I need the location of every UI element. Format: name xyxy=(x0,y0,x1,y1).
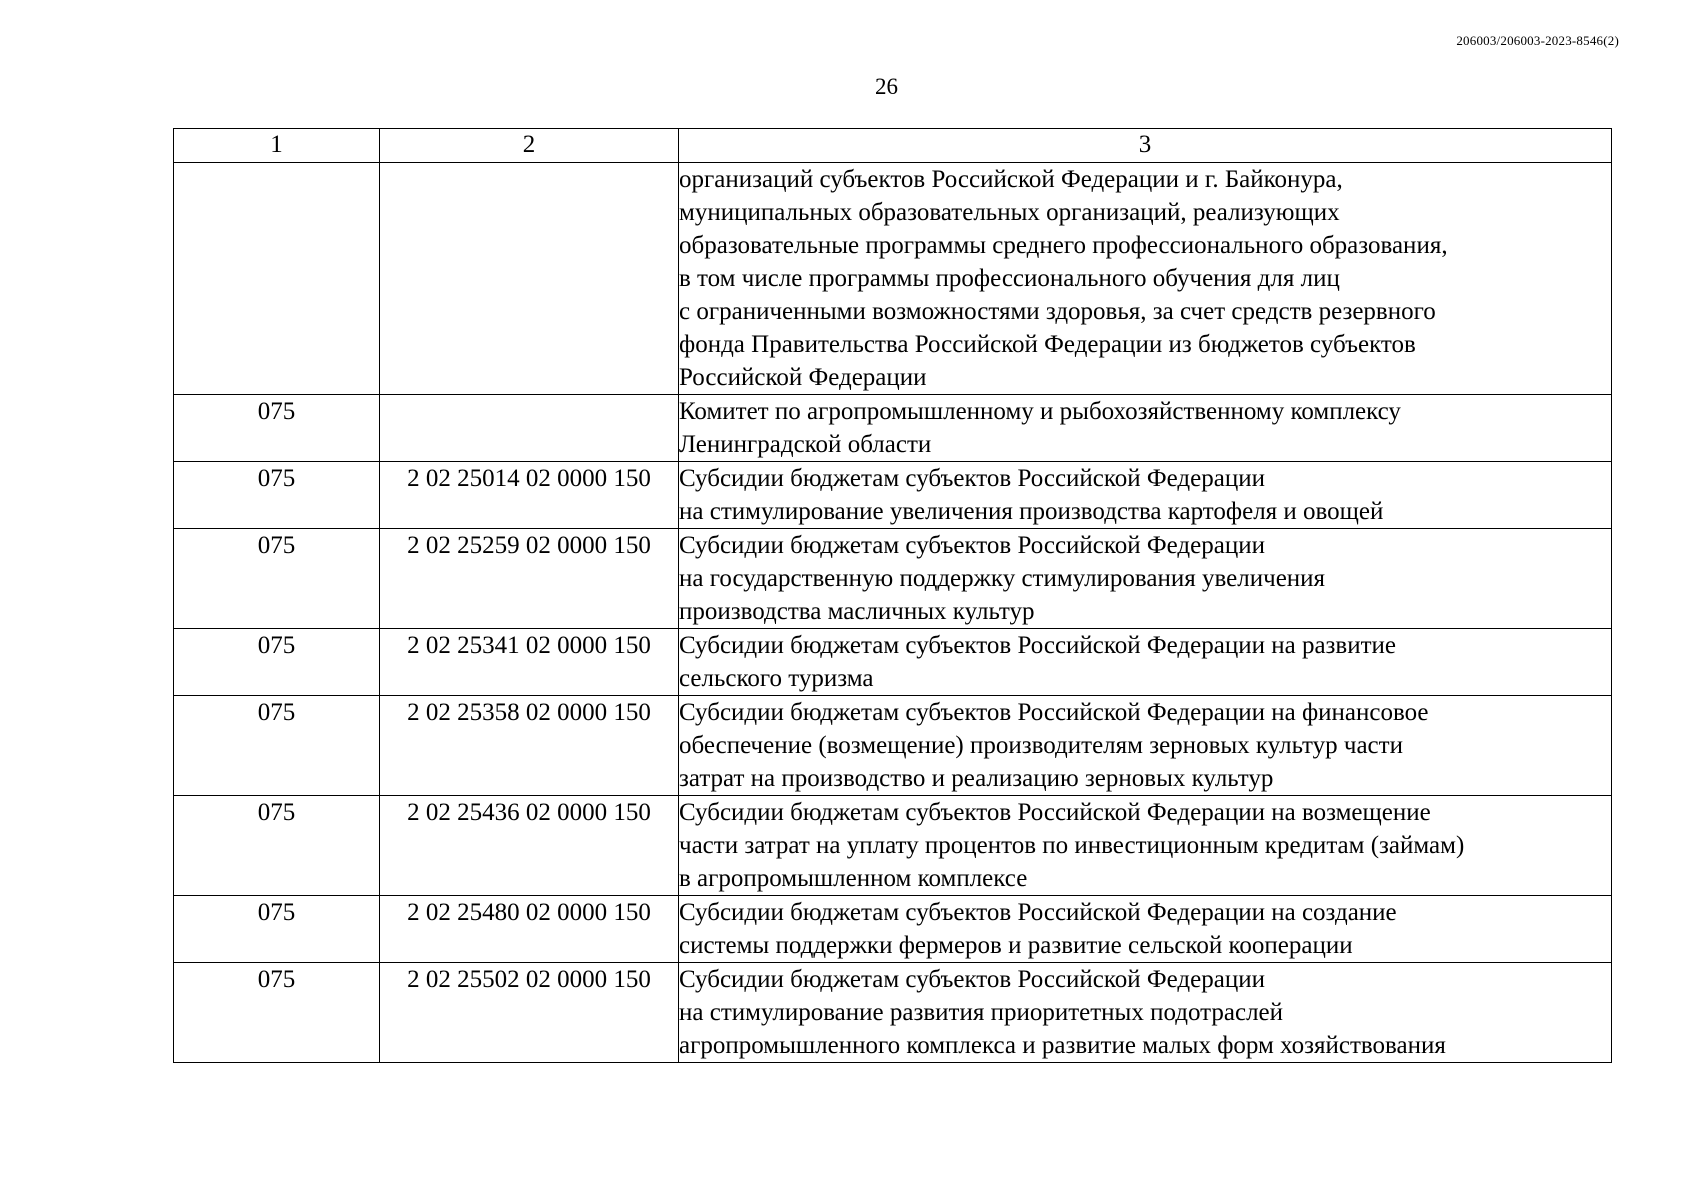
description-line: Российской Федерации xyxy=(679,364,927,391)
description-cell xyxy=(679,629,1612,696)
description-cell xyxy=(679,696,1612,796)
admin-code-cell: 075 xyxy=(174,963,380,1063)
description-line: в агропромышленном комплексе xyxy=(679,865,1028,892)
description-cell xyxy=(679,896,1612,963)
table-row xyxy=(174,529,1612,629)
table-row xyxy=(174,696,1612,796)
description-line: Субсидии бюджетам субъектов Российской Федерации xyxy=(679,465,1265,492)
budget-code-cell xyxy=(380,395,679,462)
description-line: агропромышленного комплекса и развитие малых форм хозяйствования xyxy=(679,1032,1446,1059)
description-cell xyxy=(679,963,1612,1063)
budget-code-cell: 2 02 25259 02 0000 150 xyxy=(380,529,679,629)
budget-code-cell: 2 02 25358 02 0000 150 xyxy=(380,696,679,796)
table-body xyxy=(174,163,1612,1063)
description-line: организаций субъектов Российской Федерации и г. Байконура, xyxy=(679,166,1343,193)
description-line: на государственную поддержку стимулирования увеличения xyxy=(679,565,1326,592)
description-line: Субсидии бюджетам субъектов Российской Федерации xyxy=(679,966,1265,993)
description-cell xyxy=(679,796,1612,896)
budget-code-cell: 2 02 25480 02 0000 150 xyxy=(380,896,679,963)
table-row xyxy=(174,163,1612,395)
description-line: в том числе программы профессионального обучения для лиц xyxy=(679,265,1340,292)
header-col-2: 2 xyxy=(380,129,679,163)
description-line: образовательные программы среднего профессионального образования, xyxy=(679,232,1448,259)
description-line: Субсидии бюджетам субъектов Российской Федерации на возмещение xyxy=(679,799,1431,826)
description-line: обеспечение (возмещение) производителям зерновых культур части xyxy=(679,732,1403,759)
table-row xyxy=(174,462,1612,529)
description-line: фонда Правительства Российской Федерации из бюджетов субъектов xyxy=(679,331,1416,358)
admin-code-cell xyxy=(174,163,380,395)
description-line: Субсидии бюджетам субъектов Российской Федерации на финансовое xyxy=(679,699,1429,726)
admin-code-cell: 075 xyxy=(174,696,380,796)
description-line: Субсидии бюджетам субъектов Российской Федерации xyxy=(679,532,1265,559)
table-row xyxy=(174,796,1612,896)
description-line: затрат на производство и реализацию зерновых культур xyxy=(679,765,1274,792)
description-line: сельского туризма xyxy=(679,665,874,692)
description-line: с ограниченными возможностями здоровья, за счет средств резервного xyxy=(679,298,1436,325)
description-line: части затрат на уплату процентов по инвестиционным кредитам (займам) xyxy=(679,832,1465,859)
description-cell xyxy=(679,462,1612,529)
admin-code-cell: 075 xyxy=(174,629,380,696)
description-cell xyxy=(679,163,1612,395)
description-line: Субсидии бюджетам субъектов Российской Федерации на создание xyxy=(679,899,1397,926)
description-line: муниципальных образовательных организаций, реализующих xyxy=(679,199,1340,226)
budget-code-cell: 2 02 25014 02 0000 150 xyxy=(380,462,679,529)
table-row xyxy=(174,963,1612,1063)
admin-code-cell: 075 xyxy=(174,796,380,896)
budget-code-cell: 2 02 25502 02 0000 150 xyxy=(380,963,679,1063)
budget-code-cell: 2 02 25341 02 0000 150 xyxy=(380,629,679,696)
admin-code-cell: 075 xyxy=(174,462,380,529)
description-line: системы поддержки фермеров и развитие сельской кооперации xyxy=(679,932,1353,959)
description-cell xyxy=(679,395,1612,462)
admin-code-cell: 075 xyxy=(174,395,380,462)
budget-classification-table xyxy=(173,128,1612,1063)
description-line: производства масличных культур xyxy=(679,598,1035,625)
table-header-row xyxy=(174,129,1612,163)
page-number: 26 xyxy=(875,74,898,99)
budget-code-cell xyxy=(380,163,679,395)
description-line: Комитет по агропромышленному и рыбохозяйственному комплексу xyxy=(679,398,1401,425)
header-col-3: 3 xyxy=(679,129,1612,163)
document-id: 206003/206003-2023-8546(2) xyxy=(1456,33,1619,48)
table-row xyxy=(174,896,1612,963)
budget-code-cell: 2 02 25436 02 0000 150 xyxy=(380,796,679,896)
table-row xyxy=(174,629,1612,696)
description-line: на стимулирование увеличения производства картофеля и овощей xyxy=(679,498,1384,525)
description-line: Ленинградской области xyxy=(679,431,932,458)
admin-code-cell: 075 xyxy=(174,529,380,629)
description-line: Субсидии бюджетам субъектов Российской Федерации на развитие xyxy=(679,632,1397,659)
header-col-1: 1 xyxy=(174,129,380,163)
admin-code-cell: 075 xyxy=(174,896,380,963)
description-cell xyxy=(679,529,1612,629)
description-line: на стимулирование развития приоритетных подотраслей xyxy=(679,999,1284,1026)
table-row xyxy=(174,395,1612,462)
